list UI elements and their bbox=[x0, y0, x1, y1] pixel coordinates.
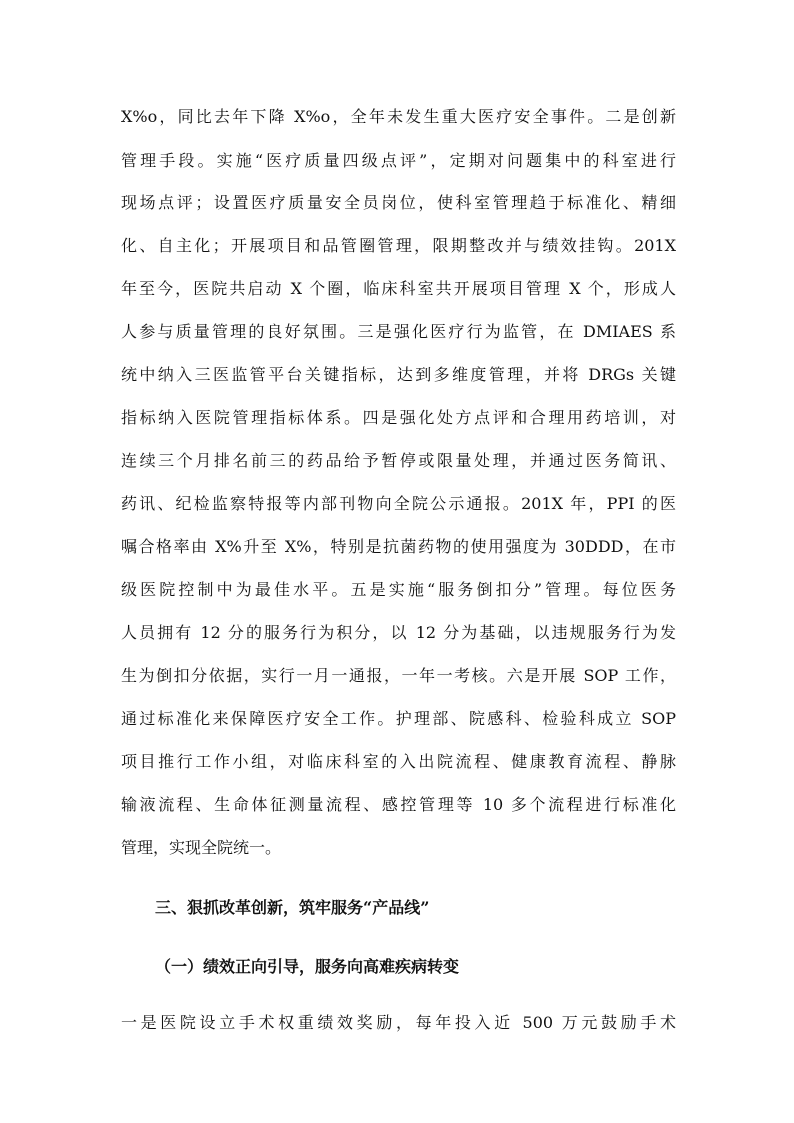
text-line: X%o，同比去年下降 X%o，全年未发生重大医疗安全事件。二是创新 bbox=[121, 107, 676, 126]
text-line: 嘱合格率由 X%升至 X%，特别是抗菌药物的使用强度为 30DDD，在市 bbox=[121, 537, 676, 556]
text-line: 管理，实现全院统一。 bbox=[121, 838, 282, 857]
text-line: 项目推行工作小组，对临床科室的入出院流程、健康教育流程、静脉 bbox=[121, 752, 676, 771]
text-line: 年至今，医院共启动 X 个圈，临床科室共开展项目管理 X 个，形成人 bbox=[121, 279, 676, 298]
text-line: 连续三个月排名前三的药品给予暂停或限量处理，并通过医务简讯、 bbox=[121, 451, 676, 470]
text-line: 生为倒扣分依据，实行一月一通报，一年一考核。六是开展 SOP 工作， bbox=[121, 666, 676, 685]
text-line: 输液流程、生命体征测量流程、感控管理等 10 多个流程进行标准化 bbox=[121, 795, 676, 814]
text-line: 现场点评；设置医疗质量安全员岗位，使科室管理趋于标准化、精细 bbox=[121, 193, 676, 212]
text-line: 级医院控制中为最佳水平。五是实施“服务倒扣分”管理。每位医务 bbox=[121, 580, 676, 599]
text-line: 管理手段。实施“医疗质量四级点评”，定期对问题集中的科室进行 bbox=[121, 151, 676, 170]
text-line: 人参与质量管理的良好氛围。三是强化医疗行为监管，在 DMIAES 系 bbox=[121, 322, 676, 341]
text-line: 通过标准化来保障医疗安全工作。护理部、院感科、检验科成立 SOP bbox=[121, 709, 676, 728]
text-line: 人员拥有 12 分的服务行为积分，以 12 分为基础，以违规服务行为发 bbox=[121, 623, 676, 642]
text-line: 一是医院设立手术权重绩效奖励，每年投入近 500 万元鼓励手术 bbox=[121, 1013, 676, 1032]
text-line: 化、自主化；开展项目和品管圈管理，限期整改并与绩效挂钩。201X bbox=[121, 236, 676, 255]
subsection-heading: （一）绩效正向引导，服务向高难疾病转变 bbox=[155, 957, 460, 976]
text-line: 指标纳入医院管理指标体系。四是强化处方点评和合理用药培训，对 bbox=[121, 408, 676, 427]
text-line: 药讯、纪检监察特报等内部刊物向全院公示通报。201X 年，PPI 的医 bbox=[121, 494, 676, 513]
section-heading: 三、狠抓改革创新，筑牢服务“产品线” bbox=[155, 898, 430, 917]
text-line: 统中纳入三医监管平台关键指标，达到多维度管理，并将 DRGs 关键 bbox=[121, 365, 676, 384]
